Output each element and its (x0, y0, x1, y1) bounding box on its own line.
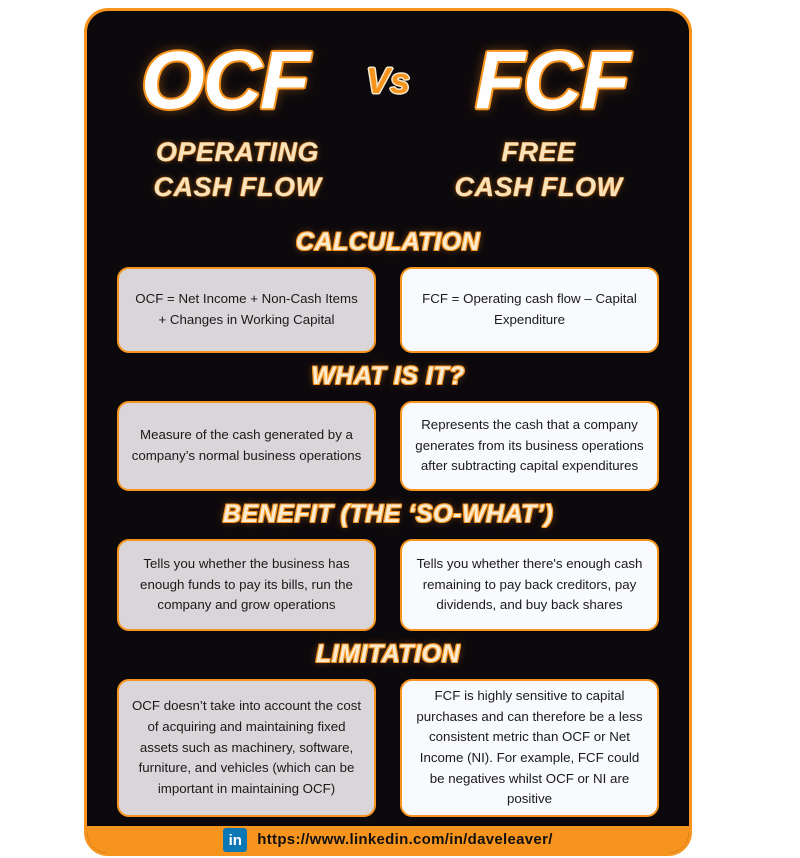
limitation-header: LIMITATION (315, 640, 461, 668)
ocf-title: OCF (140, 35, 309, 126)
title-row (87, 11, 689, 131)
what-is-it-header: WHAT IS IT? (311, 362, 465, 390)
what-is-it-fcf-text: Represents the cash that a company generates from its business operations after subtracting capital expenditures (415, 417, 644, 474)
subtitle-row (87, 135, 689, 219)
limitation-fcf-box (400, 679, 659, 817)
what-is-it-ocf-box (117, 401, 376, 491)
fcf-title: FCF (474, 35, 629, 126)
calculation-fcf-box (400, 267, 659, 353)
benefit-ocf-text: Tells you whether the business has enough funds to pay its bills, run the company and grow operations (140, 556, 353, 613)
vs-label: Vs (365, 60, 411, 101)
limitation-row (87, 679, 689, 817)
benefit-header: BENEFIT (THE ‘SO-WHAT’) (222, 500, 554, 528)
benefit-fcf-text: Tells you whether there's enough cash remaining to pay back creditors, pay dividends, and buy back shares (416, 556, 643, 613)
linkedin-icon: in (223, 828, 247, 852)
ocf-subtitle-line2: CASH FLOW (153, 172, 322, 203)
fcf-subtitle-line2: CASH FLOW (454, 172, 623, 203)
calculation-ocf-text: OCF = Net Income + Non-Cash Items + Changes in Working Capital (135, 291, 358, 327)
ocf-subtitle (87, 135, 388, 219)
calculation-row (87, 267, 689, 353)
limitation-ocf-box (117, 679, 376, 817)
benefit-ocf-box (117, 539, 376, 631)
benefit-row (87, 539, 689, 631)
linkedin-url[interactable]: https://www.linkedin.com/in/daveleaver/ (257, 831, 553, 848)
calculation-ocf-box (117, 267, 376, 353)
benefit-fcf-box (400, 539, 659, 631)
what-is-it-ocf-text: Measure of the cash generated by a company’s normal business operations (131, 427, 362, 463)
ocf-subtitle-line1: OPERATING (155, 137, 319, 167)
fcf-subtitle (388, 135, 689, 219)
what-is-it-row (87, 401, 689, 491)
infographic-card (84, 8, 692, 856)
what-is-it-fcf-box (400, 401, 659, 491)
spacer (87, 817, 689, 826)
limitation-ocf-text: OCF doesn’t take into account the cost of acquiring and maintaining fixed assets such as machinery, software, furniture, and vehicles (which can be important in maintaining OCF) (131, 698, 362, 796)
footer-bar (87, 826, 689, 853)
calculation-header: CALCULATION (295, 228, 481, 256)
limitation-fcf-text: FCF is highly sensitive to capital purchases and can therefore be a less consistent metric than OCF or Net Income (NI). For example, FCF could be negatives whilst OCF or NI are positive (416, 688, 643, 807)
fcf-subtitle-line1: FREE (501, 137, 576, 167)
calculation-fcf-text: FCF = Operating cash flow – Capital Expenditure (422, 291, 637, 327)
